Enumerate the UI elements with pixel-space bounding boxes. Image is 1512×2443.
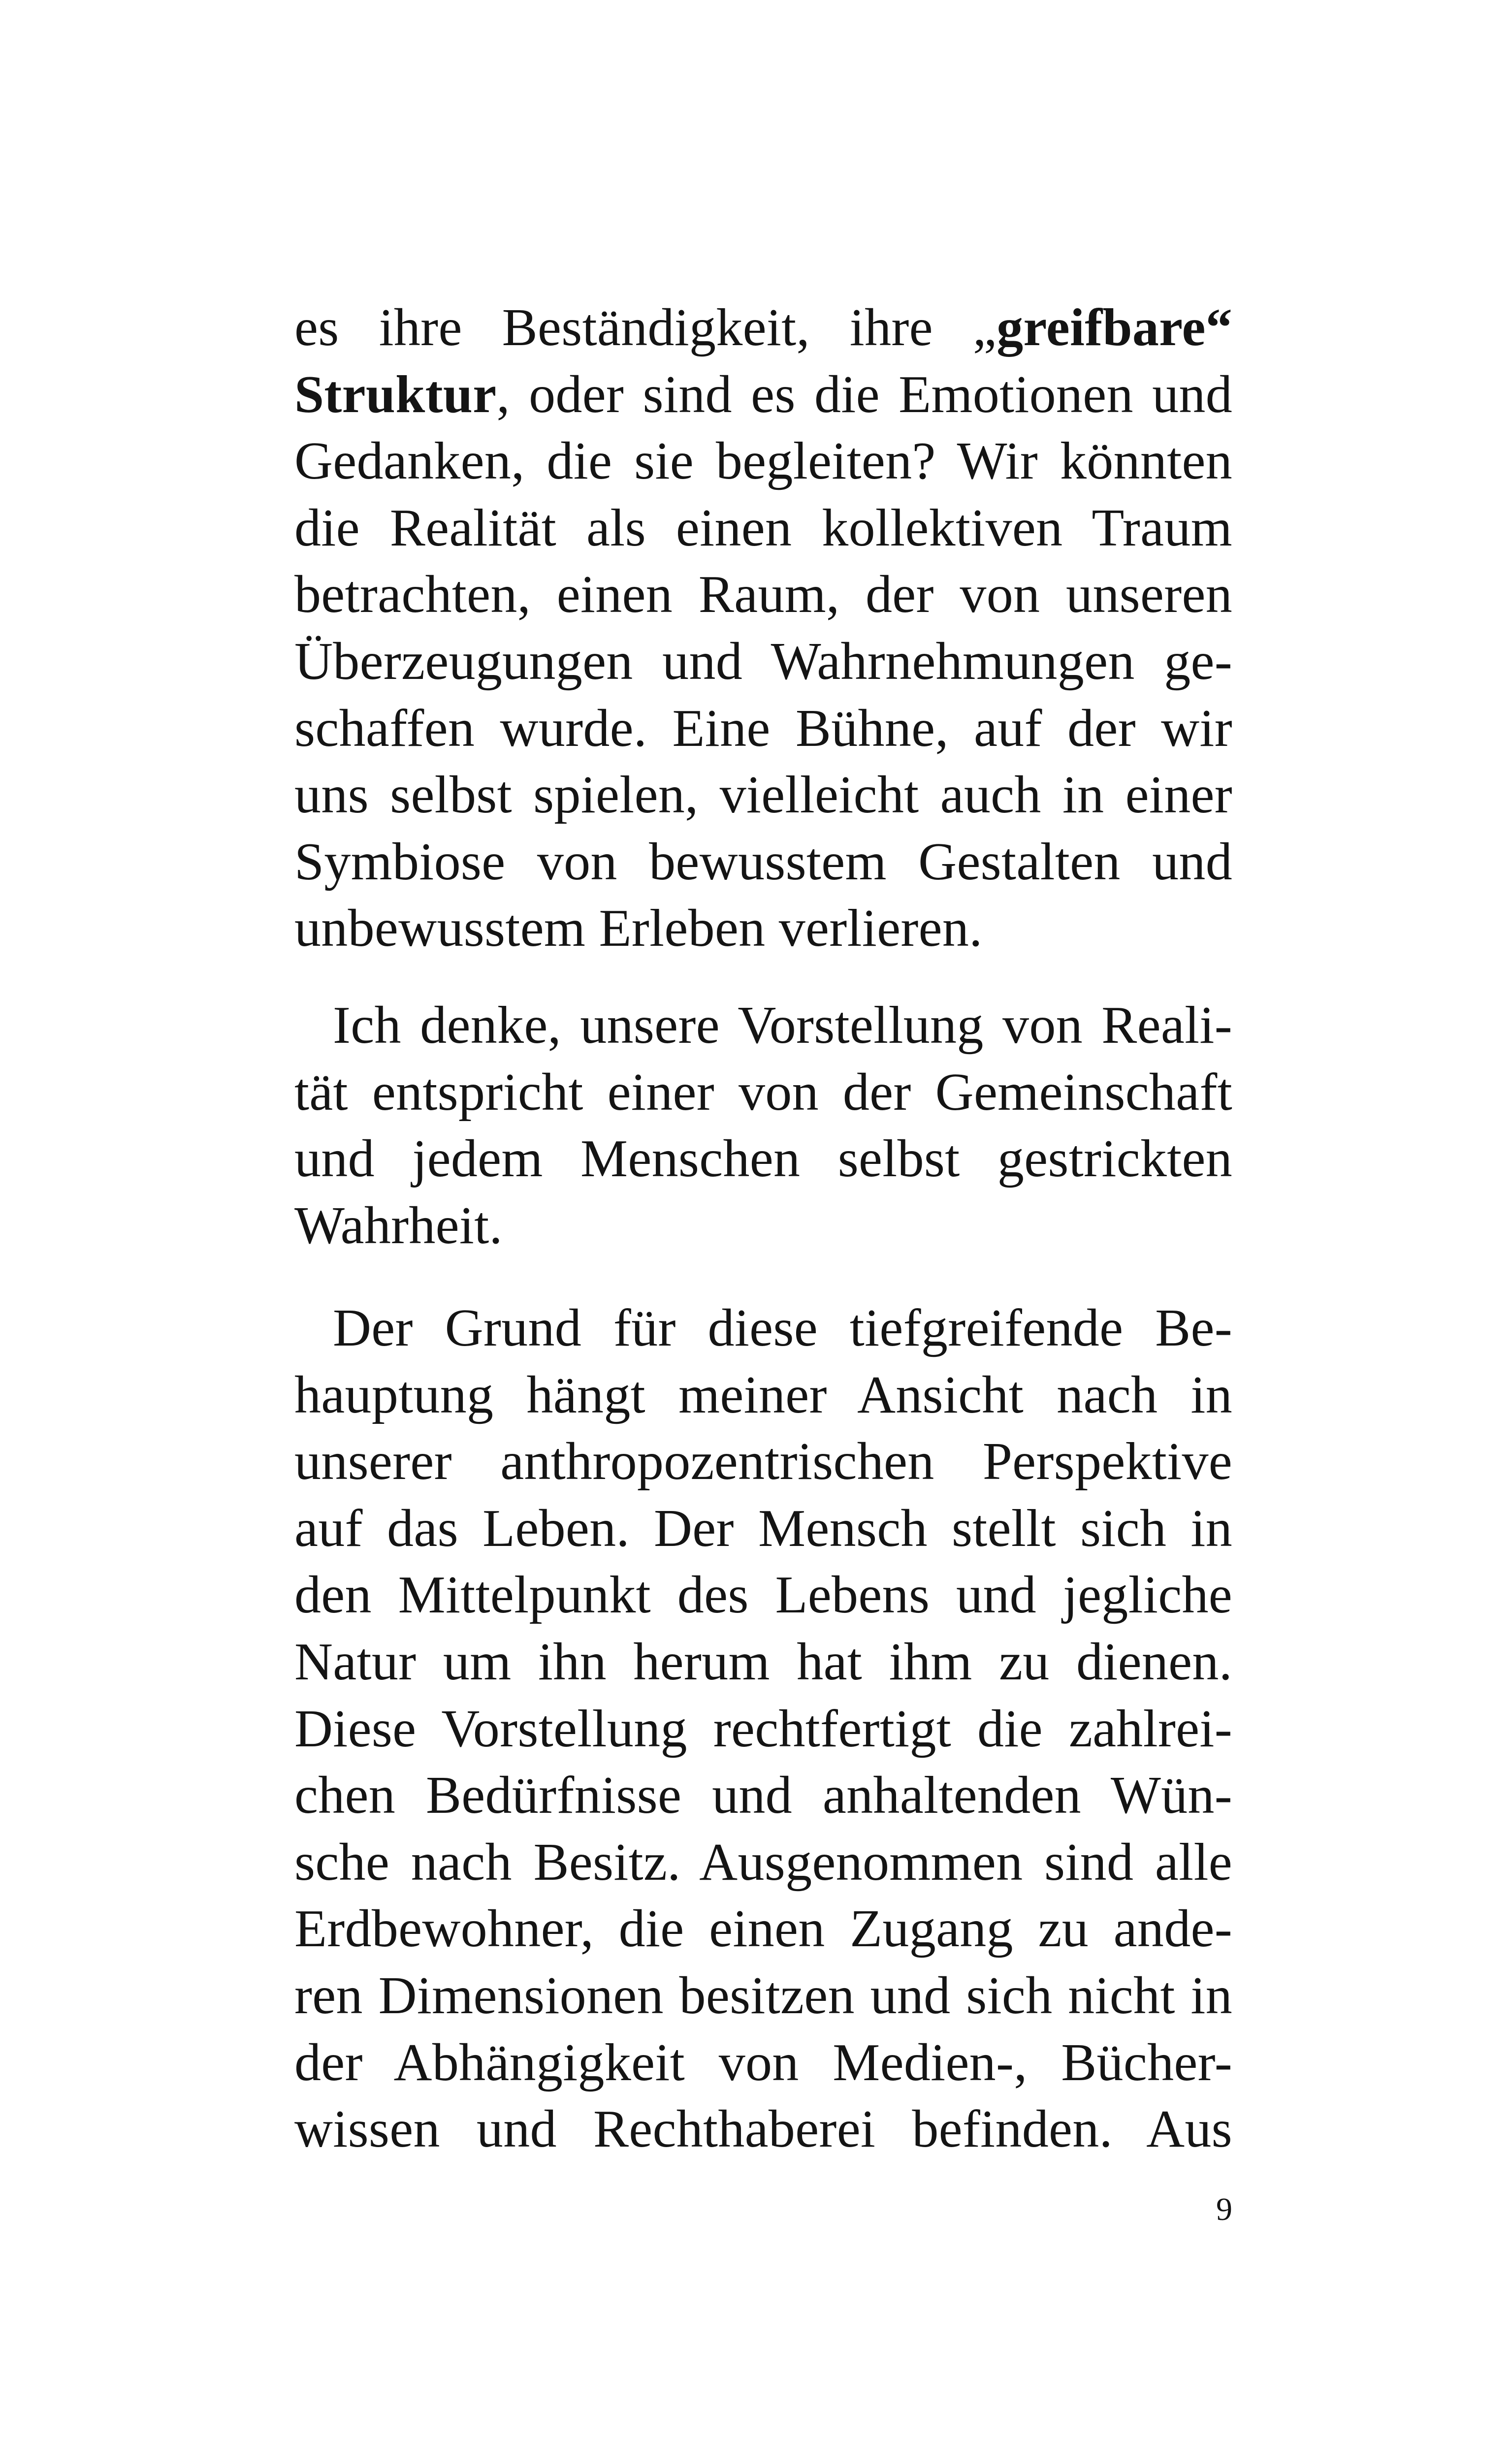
page-number: 9 — [1216, 2191, 1232, 2227]
text-line — [294, 1125, 1232, 1192]
text-line — [294, 294, 1232, 361]
text-line — [294, 1562, 1232, 1629]
text-line — [294, 1495, 1232, 1562]
text-line — [294, 1629, 1232, 1696]
text-run: hauptung hängt meiner Ansicht nach in — [294, 1365, 1232, 1424]
text-run: tät entspricht einer von der Gemeinschaft — [294, 1062, 1232, 1122]
text-line — [294, 495, 1232, 562]
text-run: , oder sind es die Emotionen und — [496, 365, 1232, 424]
text-run: wissen und Rechthaberei befinden. Aus — [294, 2100, 1232, 2159]
text-line — [294, 561, 1232, 628]
text-run: Diese Vorstellung rechtfertigt die zahlrei- — [294, 1699, 1232, 1758]
text-run: Symbiose von bewusstem Gestalten und — [294, 832, 1232, 891]
text-run: uns selbst spielen, vielleicht auch in einer — [294, 766, 1232, 825]
text-run: Erdbewohner, die einen Zugang zu ande- — [294, 1899, 1232, 1959]
paragraph — [294, 992, 1232, 1259]
text-run: betrachten, einen Raum, der von unseren — [294, 565, 1232, 624]
text-run: unserer anthropozentrischen Perspektive — [294, 1432, 1232, 1491]
text-line — [294, 1428, 1232, 1495]
text-line — [294, 1192, 1232, 1259]
text-line — [294, 1896, 1232, 1962]
text-line — [294, 2096, 1232, 2163]
text-run: Überzeugungen und Wahrnehmungen ge- — [294, 632, 1232, 691]
text-run: ren Dimensionen besitzen und sich nicht in — [294, 1966, 1232, 2025]
paragraph — [294, 1295, 1232, 2163]
text-run: Ich denke, unsere Vorstellung von Reali- — [333, 996, 1232, 1055]
text-line — [294, 1295, 1232, 1362]
text-run: chen Bedürfnisse und anhaltenden Wün- — [294, 1766, 1232, 1825]
text-run: Der Grund für diese tiefgreifende Be- — [333, 1299, 1232, 1357]
bold-text: Struktur — [294, 365, 497, 424]
text-line — [294, 2029, 1232, 2096]
text-run: unbewusstem Erleben verlieren. — [294, 899, 983, 958]
text-line — [294, 1829, 1232, 1896]
text-line — [294, 1962, 1232, 2029]
text-line — [294, 1762, 1232, 1829]
text-line — [294, 992, 1232, 1059]
text-line — [294, 1059, 1232, 1126]
paragraph — [294, 294, 1232, 962]
text-line — [294, 695, 1232, 762]
text-line — [294, 1696, 1232, 1763]
text-run: auf das Leben. Der Mensch stellt sich in — [294, 1499, 1232, 1558]
text-run: und jedem Menschen selbst gestrickten — [294, 1129, 1232, 1189]
text-line — [294, 895, 1232, 962]
text-line — [294, 762, 1232, 829]
text-run: Gedanken, die sie begleiten? Wir könnten — [294, 432, 1232, 491]
text-run: der Abhängigkeit von Medien-, Bücher- — [294, 2033, 1232, 2092]
text-line — [294, 829, 1232, 896]
text-line — [294, 1362, 1232, 1429]
text-line — [294, 428, 1232, 495]
text-line — [294, 361, 1232, 428]
text-run: schaffen wurde. Eine Bühne, auf der wir — [294, 699, 1232, 758]
bold-text: greifbare“ — [997, 298, 1232, 357]
text-run: sche nach Besitz. Ausgenommen sind alle — [294, 1832, 1232, 1892]
text-run: Natur um ihn herum hat ihm zu dienen. — [294, 1632, 1232, 1691]
text-run: es ihre Beständigkeit, ihre „ — [294, 298, 997, 357]
text-run: Wahrheit. — [294, 1196, 503, 1255]
text-run: den Mittelpunkt des Lebens und jegliche — [294, 1566, 1232, 1625]
text-run: die Realität als einen kollektiven Traum — [294, 498, 1232, 557]
text-line — [294, 628, 1232, 695]
